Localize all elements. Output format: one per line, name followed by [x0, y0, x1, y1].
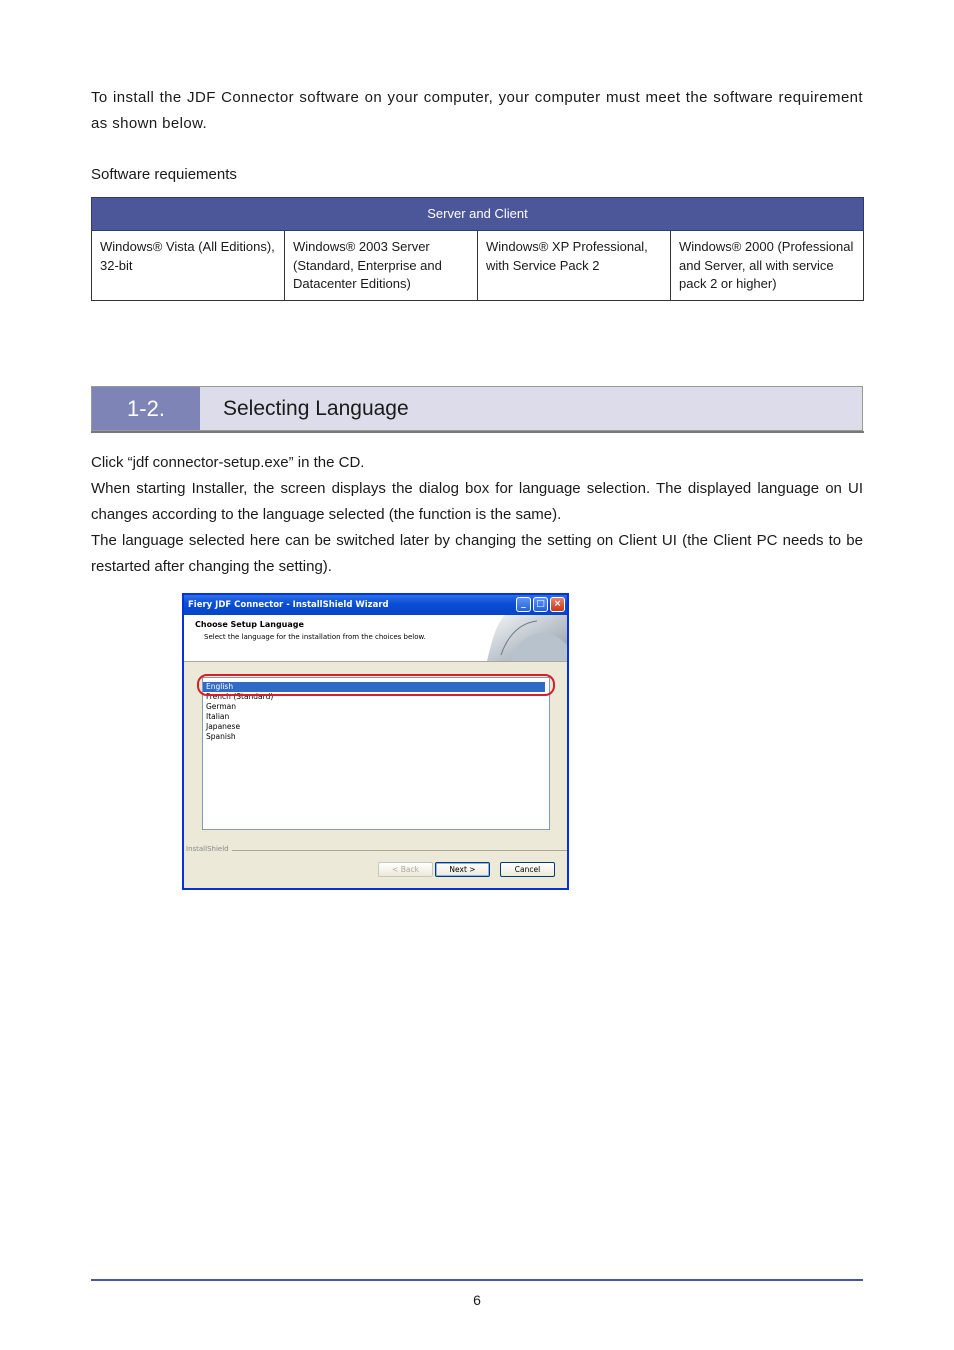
selection-highlight-ring	[197, 674, 555, 696]
table-cell-2003: Windows® 2003 Server (Standard, Enterprise and Datacenter Editions)	[285, 231, 478, 301]
installer-dialog-screenshot	[182, 593, 569, 890]
minimize-icon[interactable]: _	[516, 597, 531, 612]
section-underline	[91, 431, 864, 433]
brand-divider	[232, 850, 567, 851]
intro-paragraph: To install the JDF Connector software on your computer, your computer must meet the software requirement as shown below.	[91, 89, 863, 132]
section-header	[91, 386, 863, 431]
back-button[interactable]: < Back	[378, 862, 433, 877]
dialog-title-bar	[184, 595, 567, 615]
page-number: 6	[473, 1292, 481, 1308]
dialog-subheading: Select the language for the installation from the choices below.	[204, 633, 426, 641]
instructions	[91, 450, 863, 580]
cancel-button[interactable]: Cancel	[500, 862, 555, 877]
language-listbox[interactable]	[202, 677, 550, 830]
dialog-title: Fiery JDF Connector - InstallShield Wizard	[188, 600, 389, 610]
table-cell-vista: Windows® Vista (All Editions), 32-bit	[92, 231, 285, 301]
installshield-brand	[186, 845, 567, 855]
section-title: Selecting Language	[223, 396, 409, 420]
requirements-table	[91, 197, 864, 301]
brand-label: InstallShield	[186, 845, 232, 853]
language-option-italian[interactable]: Italian	[206, 712, 230, 721]
language-option-german[interactable]: German	[206, 702, 237, 711]
table-header: Server and Client	[92, 198, 864, 231]
instruction-line-1: Click “jdf connector-setup.exe” in the CD.	[91, 454, 365, 471]
language-option-english[interactable]: English	[203, 682, 545, 692]
dialog-heading: Choose Setup Language	[195, 620, 304, 629]
footer-rule	[91, 1279, 863, 1281]
dialog-header-panel	[184, 615, 567, 662]
maximize-icon[interactable]: □	[533, 597, 548, 612]
instruction-line-3: The language selected here can be switched later by changing the setting on Client UI (the Client PC needs to be restarted after changing the setting).	[91, 532, 863, 575]
table-cell-xp: Windows® XP Professional, with Service Pack 2	[478, 231, 671, 301]
language-option-japanese[interactable]: Japanese	[206, 722, 241, 731]
requirements-label: Software requiements	[91, 166, 237, 183]
installshield-art-icon	[481, 615, 567, 661]
instruction-line-2: When starting Installer, the screen displays the dialog box for language selection. The displayed language on UI changes according to the language selected (the function is the same).	[91, 480, 863, 523]
close-icon[interactable]: ×	[550, 597, 565, 612]
table-cell-2000: Windows® 2000 (Professional and Server, all with service pack 2 or higher)	[671, 231, 864, 301]
language-option-spanish[interactable]: Spanish	[206, 732, 236, 741]
next-button[interactable]: Next >	[435, 862, 490, 877]
language-option-french[interactable]: French (Standard)	[206, 692, 274, 701]
section-number: 1-2.	[92, 387, 200, 430]
